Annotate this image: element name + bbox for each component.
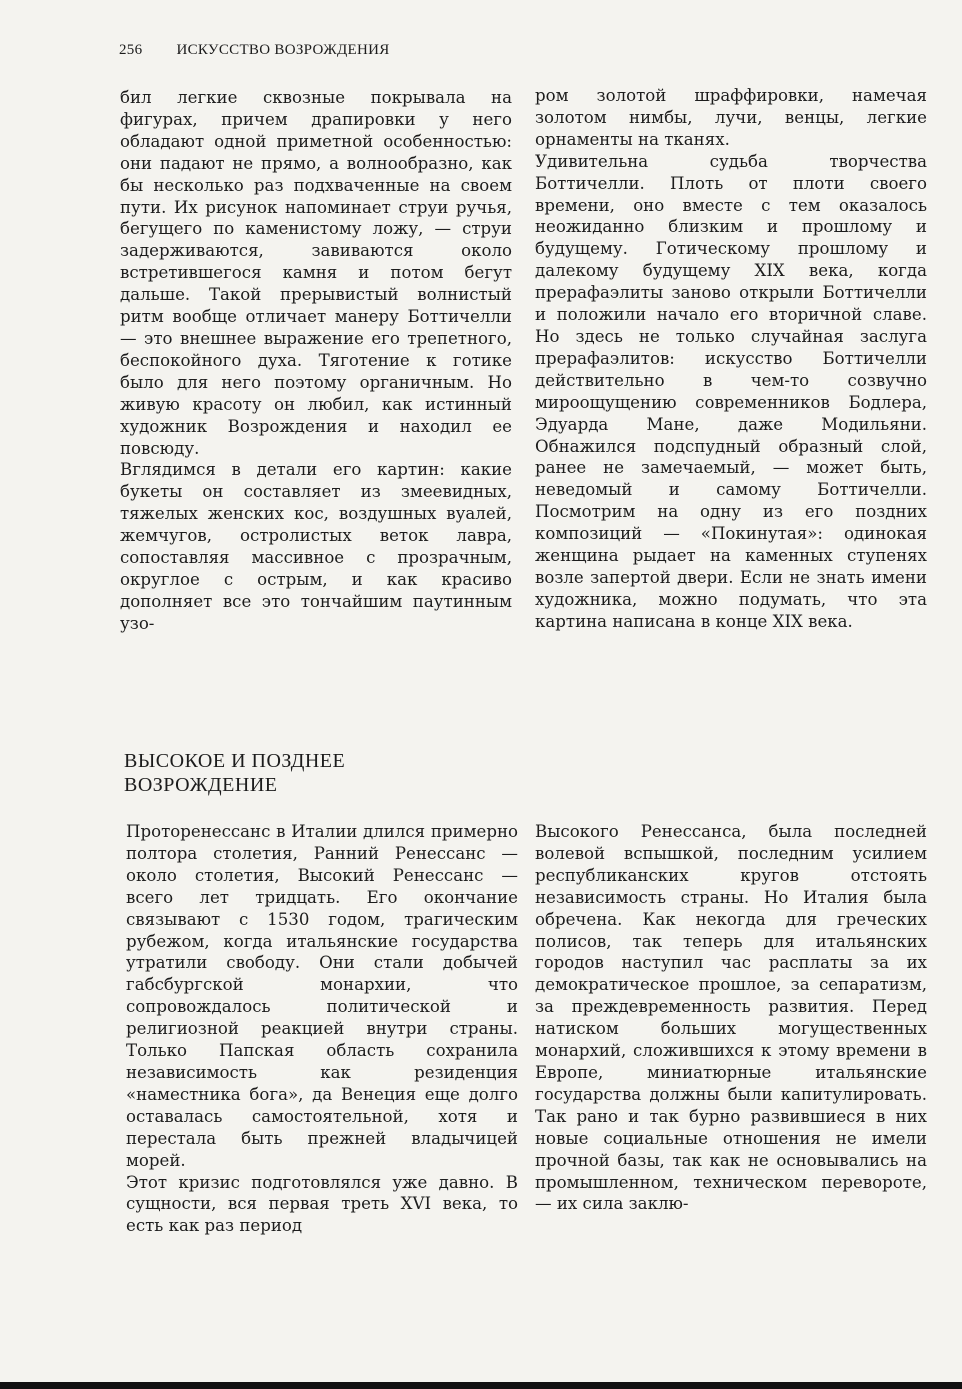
paragraph: Удивительна судьба творчества Боттичелли. Плоть от плоти своего времени, оно вместе с тем оказалось неожиданно близким и прошлому и будущему. Готическому прошлому и далекому будущему XIX века, когда прерафаэлиты заново открыли Боттичелли и положили начало его вторичной славе. Но здесь не только случайная заслуга прерафаэлитов: искусство Боттичелли действительно в чем-то созвучно мироощущению современников Бодлера, Эдуарда Мане, даже Модильяни. Обнажился подспудный образный слой, ранее не замечаемый, — может быть, неведомый и самому Боттичелли. Посмотрим на одну из его поздних композиций — «Покинутая»: одинокая женщина рыдает на каменных ступенях возле запертой двери. Если не знать имени художника, можно подумать, что эта картина написана в конце XIX века.: [535, 151, 927, 631]
paragraph: Высокого Ренессанса, была последней волевой вспышкой, последним усилием республиканских кругов отстоять независимость страны. Но Италия была обречена. Как некогда для греческих полисов, так теперь для итальянских городов наступил час расплаты за их демократическое прошлое, за сепаратизм, за преждевременность развития. Перед натиском больших могущественных монархий, сложившихся к этому времени в Европе, миниатюрные итальянские государства должны были капитулировать. Так рано и так бурно развившиеся в них новые социальные отношения не имели прочной базы, так как не основывались на промышленном, техническом перевороте, — их сила заклю-: [535, 822, 927, 1214]
bottom-left-column: [126, 821, 518, 1237]
section-heading: ВЫСОКОЕ И ПОЗДНЕЕ ВОЗРОЖДЕНИЕ: [124, 750, 346, 796]
top-right-column: [535, 85, 927, 633]
running-title: ИСКУССТВО ВОЗРОЖДЕНИЯ: [176, 42, 390, 58]
bottom-right-column: [535, 821, 927, 1215]
page-number: 256: [119, 42, 143, 58]
paragraph: Вглядимся в детали его картин: какие букеты он составляет из змеевидных, тяжелых женских кос, воздушных вуалей, жемчугов, остролистых веток лавра, сопоставляя массивное с прозрачным, округлое с острым, и как красиво дополняет все это тончайшим паутинным узо-: [120, 460, 512, 633]
paragraph: Проторенессанс в Италии длился примерно полтора столетия, Ранний Ренессанс — около столетия, Высокий Ренессанс — всего лет тридцать. Его окончание связывают с 1530 годом, трагическим рубежом, когда итальянские государства утратили свободу. Они стали добычей габсбургской монархии, что сопровождалось политической и религиозной реакцией внутри страны. Только Папская область сохранила независимость как резиденция «наместника бога», да Венеция еще долго оставалась самостоятельной, хотя и перестала быть прежней владычицей морей.: [126, 822, 518, 1170]
scan-edge: [0, 1382, 962, 1389]
paragraph: ром золотой шраффировки, намечая золотом нимбы, лучи, венцы, легкие орнаменты на тканях.: [535, 86, 927, 149]
top-left-column: [120, 87, 512, 635]
paragraph: бил легкие сквозные покрывала на фигурах, причем драпировки у него обладают одной приметной особенностью: они падают не прямо, а волнообразно, как бы несколько раз подхваченные на своем пути. Их рисунок напоминает струи ручья, бегущего по каменистому ложу, — струи задерживаются, завиваются около встретившегося камня и потом бегут дальше. Такой прерывистый волнистый ритм вообще отличает манеру Боттичелли — это внешнее выражение его трепетного, беспокойного духа. Тяготение к готике было для него поэтому органичным. Но живую красоту он любил, как истинный художник Возрождения и находил ее повсюду.: [120, 88, 512, 458]
running-header: [119, 42, 390, 59]
paragraph: Этот кризис подготовлялся уже давно. В сущности, вся первая треть XVI века, то есть как раз период: [126, 1172, 518, 1236]
